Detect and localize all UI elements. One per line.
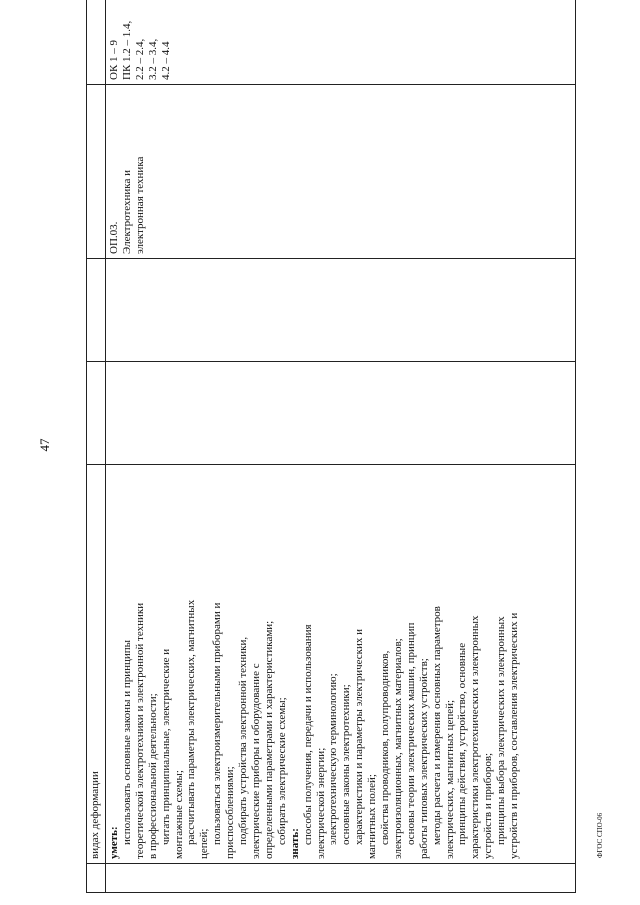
skills-line: подбирать устройства электронной техники, [237,636,250,845]
table-row-top [87,0,106,893]
knowledge-line: электротехническую терминологию; [327,673,340,845]
discipline-name-1: Электротехника и [120,170,133,254]
competency-table [86,0,576,893]
competency-code-pk-3: 3.2 – 3.4, [146,38,159,80]
hours-cell-top [87,362,106,465]
knowledge-line: методы расчета и измерения основных параметров [430,606,443,845]
knowledge-list [302,469,521,859]
competency-code-pk-1: ПК 1.2 – 1.4, [120,20,133,80]
knowledge-line: принципы действия, устройство, основные [456,642,469,845]
content-line: видах деформации [89,771,101,859]
discipline-cell-top [87,85,106,259]
content-cell [106,465,576,864]
codes-cell [106,0,576,85]
knowledge-line: принципы выбора электрических и электронных [495,616,508,845]
rotated-table-wrapper [86,20,576,893]
hours-cell [106,362,576,465]
index-cell [87,864,106,893]
knowledge-line: характеристики и параметры электрических и [353,628,366,845]
discipline-code: ОП.03. [108,221,120,254]
skills-line: использовать основные законы и принципы [120,639,133,845]
hours-cell-2 [106,259,576,362]
skills-line: электрические приборы и оборудование с [249,663,262,859]
skills-line: приспособлениями; [224,766,237,859]
skills-heading: уметь: [108,826,120,859]
skills-line: собирать электрические схемы; [275,697,288,845]
table-row-main [106,0,576,893]
knowledge-line: электрических, магнитных цепей; [443,699,456,859]
knowledge-line: характеристики электротехнических и электронных [469,615,482,859]
skills-list [121,469,289,859]
skills-line: рассчитывать параметры электрических, магнитных [185,599,198,845]
skills-line: монтажные схемы; [172,770,185,859]
content-cell-top [87,465,106,864]
skills-line: теоретической электротехники и электронной техники [133,602,146,859]
skills-line: в профессиональной деятельности; [146,693,159,859]
knowledge-line: основы теории электрических машин, принцип [404,622,417,845]
page-number: 47 [37,438,52,452]
knowledge-line: работы типовых электрических устройств; [417,658,430,859]
skills-line: определенными параметрами и характеристиками; [262,620,275,859]
knowledge-line: свойства проводников, полупроводников, [379,650,392,845]
knowledge-line: электрической энергии; [314,747,327,859]
competency-code-pk-2: 2.2 – 2.4, [133,38,146,80]
skills-line: читать принципиальные, электрические и [159,648,172,845]
competency-code-ok: ОК 1 – 9 [108,39,120,80]
index-cell-main [106,864,576,893]
discipline-cell [106,85,576,259]
knowledge-line: магнитных полей; [366,774,379,859]
skills-line: цепей; [198,828,211,859]
knowledge-line: электроизоляционных, магнитных материалов; [391,638,404,859]
competency-code-pk-4: 4.2 – 4.4 [159,41,172,80]
codes-cell-top [87,0,106,85]
knowledge-heading: знать: [288,828,301,859]
discipline-name-2: электронная техника [133,156,146,254]
hours-cell-2-top [87,259,106,362]
knowledge-line: основные законы электротехники; [340,684,353,845]
knowledge-line: способы получения, передачи и использования [301,624,314,845]
skills-line: пользоваться электроизмерительными приборами и [211,602,224,845]
knowledge-line: устройств и приборов, составления электрических и [508,612,521,859]
knowledge-line: устройств и приборов; [482,752,495,859]
footer-code: ФГОС СПО-06 [596,812,604,858]
